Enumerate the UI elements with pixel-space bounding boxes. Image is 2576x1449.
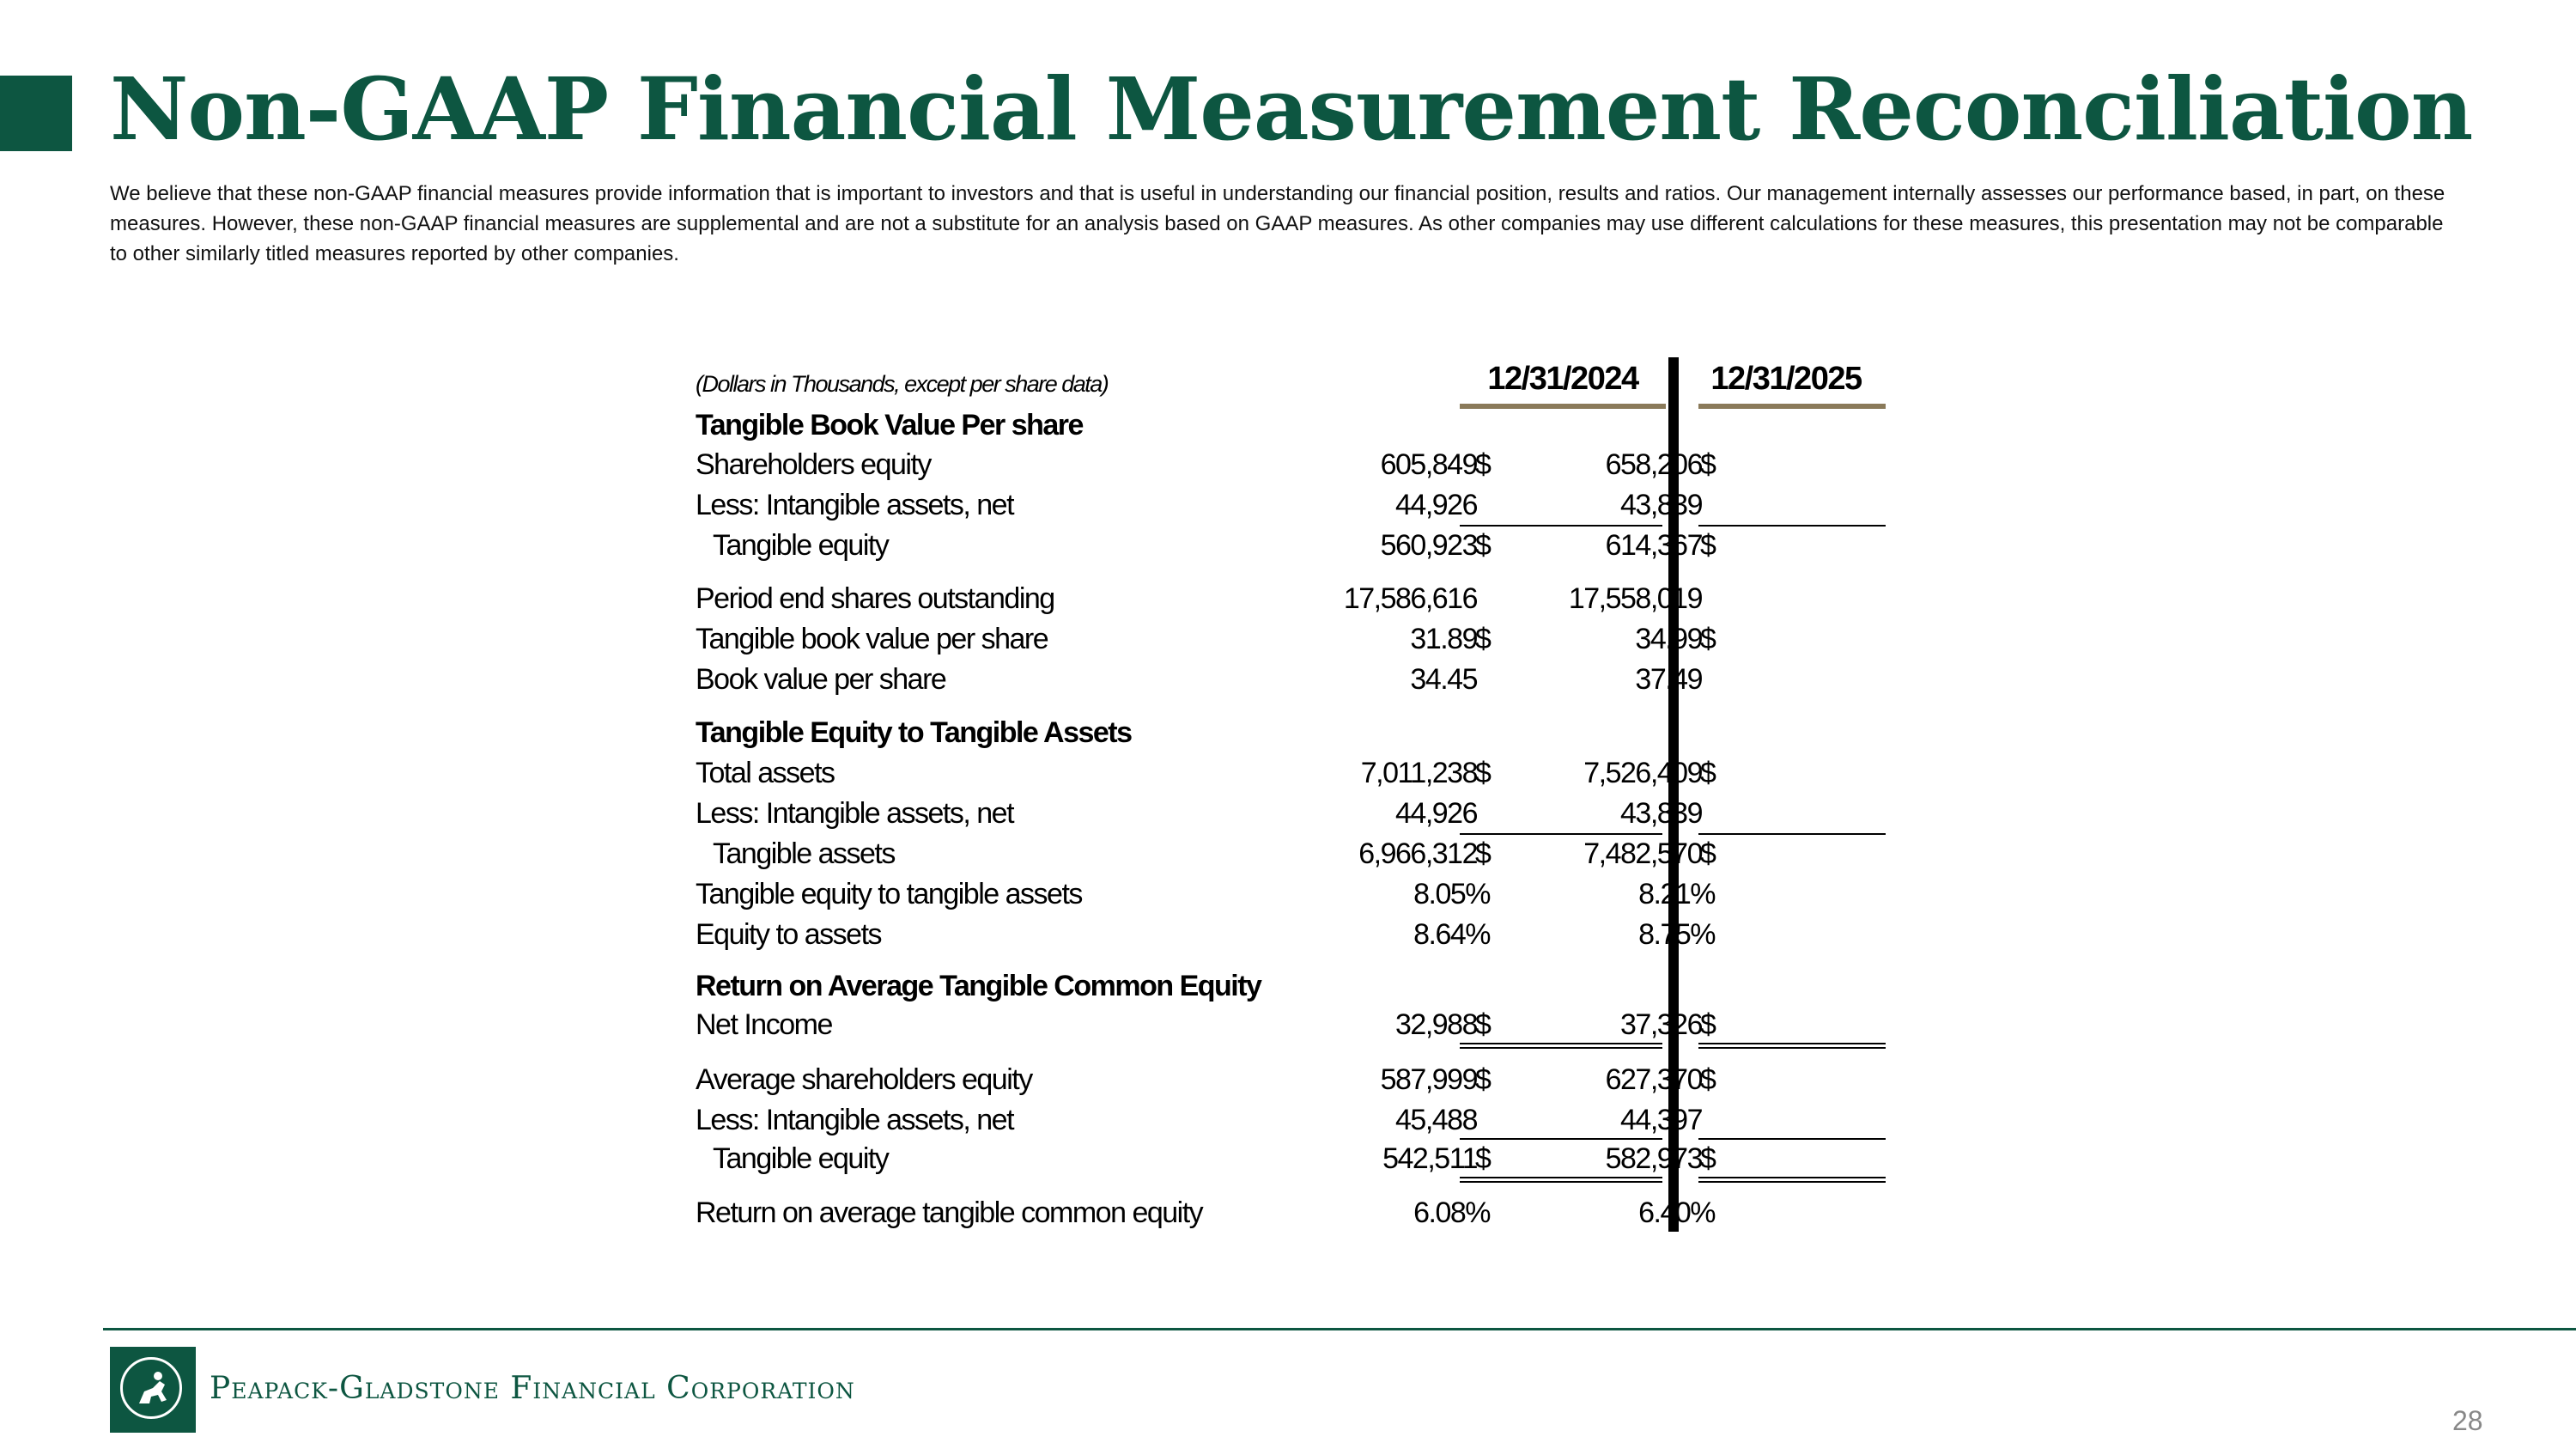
total-double-rule bbox=[1460, 1043, 1662, 1049]
row-label: Tangible book value per share bbox=[696, 623, 1048, 655]
row-label: Less: Intangible assets, net bbox=[696, 1104, 1014, 1136]
row-label: Tangible equity bbox=[713, 529, 889, 562]
intro-paragraph: We believe that these non-GAAP financial measures provide information that is important to investors and that is useful in understanding our financial position, results and ratios. Our management internally assesses our performance based, in part, on these measures. However, these non-GAAP financial measures are supplemental and are not a substitute for an analysis based on GAAP measures. As other companies may use different calculations for these measures, this presentation may not be comparable to other similarly titled measures reported by other companies. bbox=[110, 182, 2445, 265]
horse-rider-icon bbox=[110, 1347, 196, 1433]
value-2024: 587,999 bbox=[1380, 1063, 1477, 1096]
row-label: Shareholders equity bbox=[696, 448, 931, 481]
value-2025: 7,526,409 bbox=[1583, 757, 1702, 789]
currency-symbol: $ bbox=[1475, 1008, 1491, 1041]
company-seal-logo bbox=[110, 1347, 196, 1433]
value-2024: 6,966,312 bbox=[1358, 837, 1477, 870]
section-heading-row bbox=[687, 711, 1889, 751]
table-row bbox=[687, 577, 1889, 617]
value-2025: 43,839 bbox=[1620, 489, 1702, 521]
section-heading: Tangible Book Value Per share bbox=[696, 409, 1083, 441]
table-row bbox=[687, 524, 1889, 563]
value-2025: 582,973 bbox=[1605, 1142, 1702, 1175]
row-label: Tangible equity to tangible assets bbox=[696, 878, 1082, 910]
table-row bbox=[687, 832, 1889, 872]
row-label: Less: Intangible assets, net bbox=[696, 489, 1014, 521]
total-double-rule bbox=[1698, 1043, 1886, 1049]
currency-symbol: $ bbox=[1475, 529, 1491, 562]
row-label: Tangible equity bbox=[713, 1142, 889, 1175]
currency-symbol: $ bbox=[1700, 623, 1716, 655]
table-row bbox=[687, 792, 1889, 831]
row-label: Average shareholders equity bbox=[696, 1063, 1032, 1096]
column-header-2024: 12/31/2024 bbox=[1487, 361, 1638, 397]
value-2025: 37.49 bbox=[1635, 663, 1702, 696]
currency-symbol: $ bbox=[1475, 623, 1491, 655]
currency-symbol: $ bbox=[1700, 1142, 1716, 1175]
value-2024: 31.89 bbox=[1410, 623, 1477, 655]
table-row bbox=[687, 658, 1889, 697]
value-2024: 44,926 bbox=[1395, 797, 1477, 830]
table-row bbox=[687, 1003, 1889, 1043]
page-number: 28 bbox=[2452, 1405, 2483, 1436]
value-2025: 17,558,019 bbox=[1568, 582, 1702, 615]
footer-divider bbox=[103, 1328, 2576, 1330]
total-double-rule bbox=[1698, 1177, 1886, 1183]
row-label: Total assets bbox=[696, 757, 835, 789]
reconciliation-table bbox=[687, 361, 1889, 1237]
value-2024: 605,849 bbox=[1380, 448, 1477, 481]
row-label: Less: Intangible assets, net bbox=[696, 797, 1014, 830]
section-heading: Tangible Equity to Tangible Assets bbox=[696, 716, 1132, 749]
value-2025: 7,482,570 bbox=[1583, 837, 1702, 870]
section-heading-row bbox=[687, 404, 1889, 443]
total-double-rule bbox=[1460, 1177, 1662, 1183]
title-accent-block bbox=[0, 76, 72, 151]
value-2025: 43,839 bbox=[1620, 797, 1702, 830]
section-heading: Return on Average Tangible Common Equity bbox=[696, 970, 1261, 1002]
value-2024: 44,926 bbox=[1395, 489, 1477, 521]
value-2024: 560,923 bbox=[1380, 529, 1477, 562]
value-2025: 614,367 bbox=[1605, 529, 1702, 562]
row-label: Equity to assets bbox=[696, 918, 882, 951]
currency-symbol: $ bbox=[1475, 837, 1491, 870]
table-row bbox=[687, 752, 1889, 791]
row-label: Net Income bbox=[696, 1008, 832, 1041]
currency-symbol: $ bbox=[1700, 1008, 1716, 1041]
row-label: Book value per share bbox=[696, 663, 946, 696]
table-row bbox=[687, 1191, 1889, 1231]
value-2025: 37,326 bbox=[1620, 1008, 1702, 1041]
value-2025: 8.21% bbox=[1638, 878, 1715, 910]
column-header-2025: 12/31/2025 bbox=[1710, 361, 1862, 397]
currency-symbol: $ bbox=[1475, 1063, 1491, 1096]
value-2025: 658,206 bbox=[1605, 448, 1702, 481]
value-2025: 6.40% bbox=[1638, 1196, 1715, 1229]
value-2024: 8.05% bbox=[1413, 878, 1490, 910]
currency-symbol: $ bbox=[1700, 837, 1716, 870]
row-label: Period end shares outstanding bbox=[696, 582, 1054, 615]
row-label: Tangible assets bbox=[713, 837, 895, 870]
value-2025: 8.75% bbox=[1638, 918, 1715, 951]
value-2025: 34.99 bbox=[1635, 623, 1702, 655]
currency-symbol: $ bbox=[1475, 757, 1491, 789]
currency-symbol: $ bbox=[1700, 1063, 1716, 1096]
value-2025: 44,397 bbox=[1620, 1104, 1702, 1136]
table-row bbox=[687, 484, 1889, 523]
currency-symbol: $ bbox=[1700, 757, 1716, 789]
value-2024: 45,488 bbox=[1395, 1104, 1477, 1136]
row-label: Return on average tangible common equity bbox=[696, 1196, 1203, 1229]
section-heading-row bbox=[687, 965, 1889, 1004]
table-row bbox=[687, 618, 1889, 657]
value-2024: 7,011,238 bbox=[1360, 757, 1477, 789]
table-row bbox=[687, 1137, 1889, 1177]
table-row bbox=[687, 443, 1889, 483]
currency-symbol: $ bbox=[1475, 1142, 1491, 1175]
table-row bbox=[687, 873, 1889, 912]
value-2024: 17,586,616 bbox=[1343, 582, 1477, 615]
value-2024: 542,511 bbox=[1382, 1142, 1477, 1175]
value-2024: 34.45 bbox=[1410, 663, 1477, 696]
page-title: Non-GAAP Financial Measurement Reconciliation bbox=[110, 58, 2473, 160]
table-row bbox=[687, 913, 1889, 953]
value-2025: 627,370 bbox=[1605, 1063, 1702, 1096]
company-name: Peapack-Gladstone Financial Corporation bbox=[210, 1371, 855, 1406]
currency-symbol: $ bbox=[1475, 448, 1491, 481]
currency-symbol: $ bbox=[1700, 529, 1716, 562]
table-row bbox=[687, 1099, 1889, 1138]
table-caption: (Dollars in Thousands, except per share data) bbox=[696, 371, 1109, 397]
table-row bbox=[687, 1058, 1889, 1098]
currency-symbol: $ bbox=[1700, 448, 1716, 481]
table-header-row bbox=[687, 361, 1889, 400]
value-2024: 8.64% bbox=[1413, 918, 1490, 951]
value-2024: 6.08% bbox=[1413, 1196, 1490, 1229]
value-2024: 32,988 bbox=[1395, 1008, 1477, 1041]
